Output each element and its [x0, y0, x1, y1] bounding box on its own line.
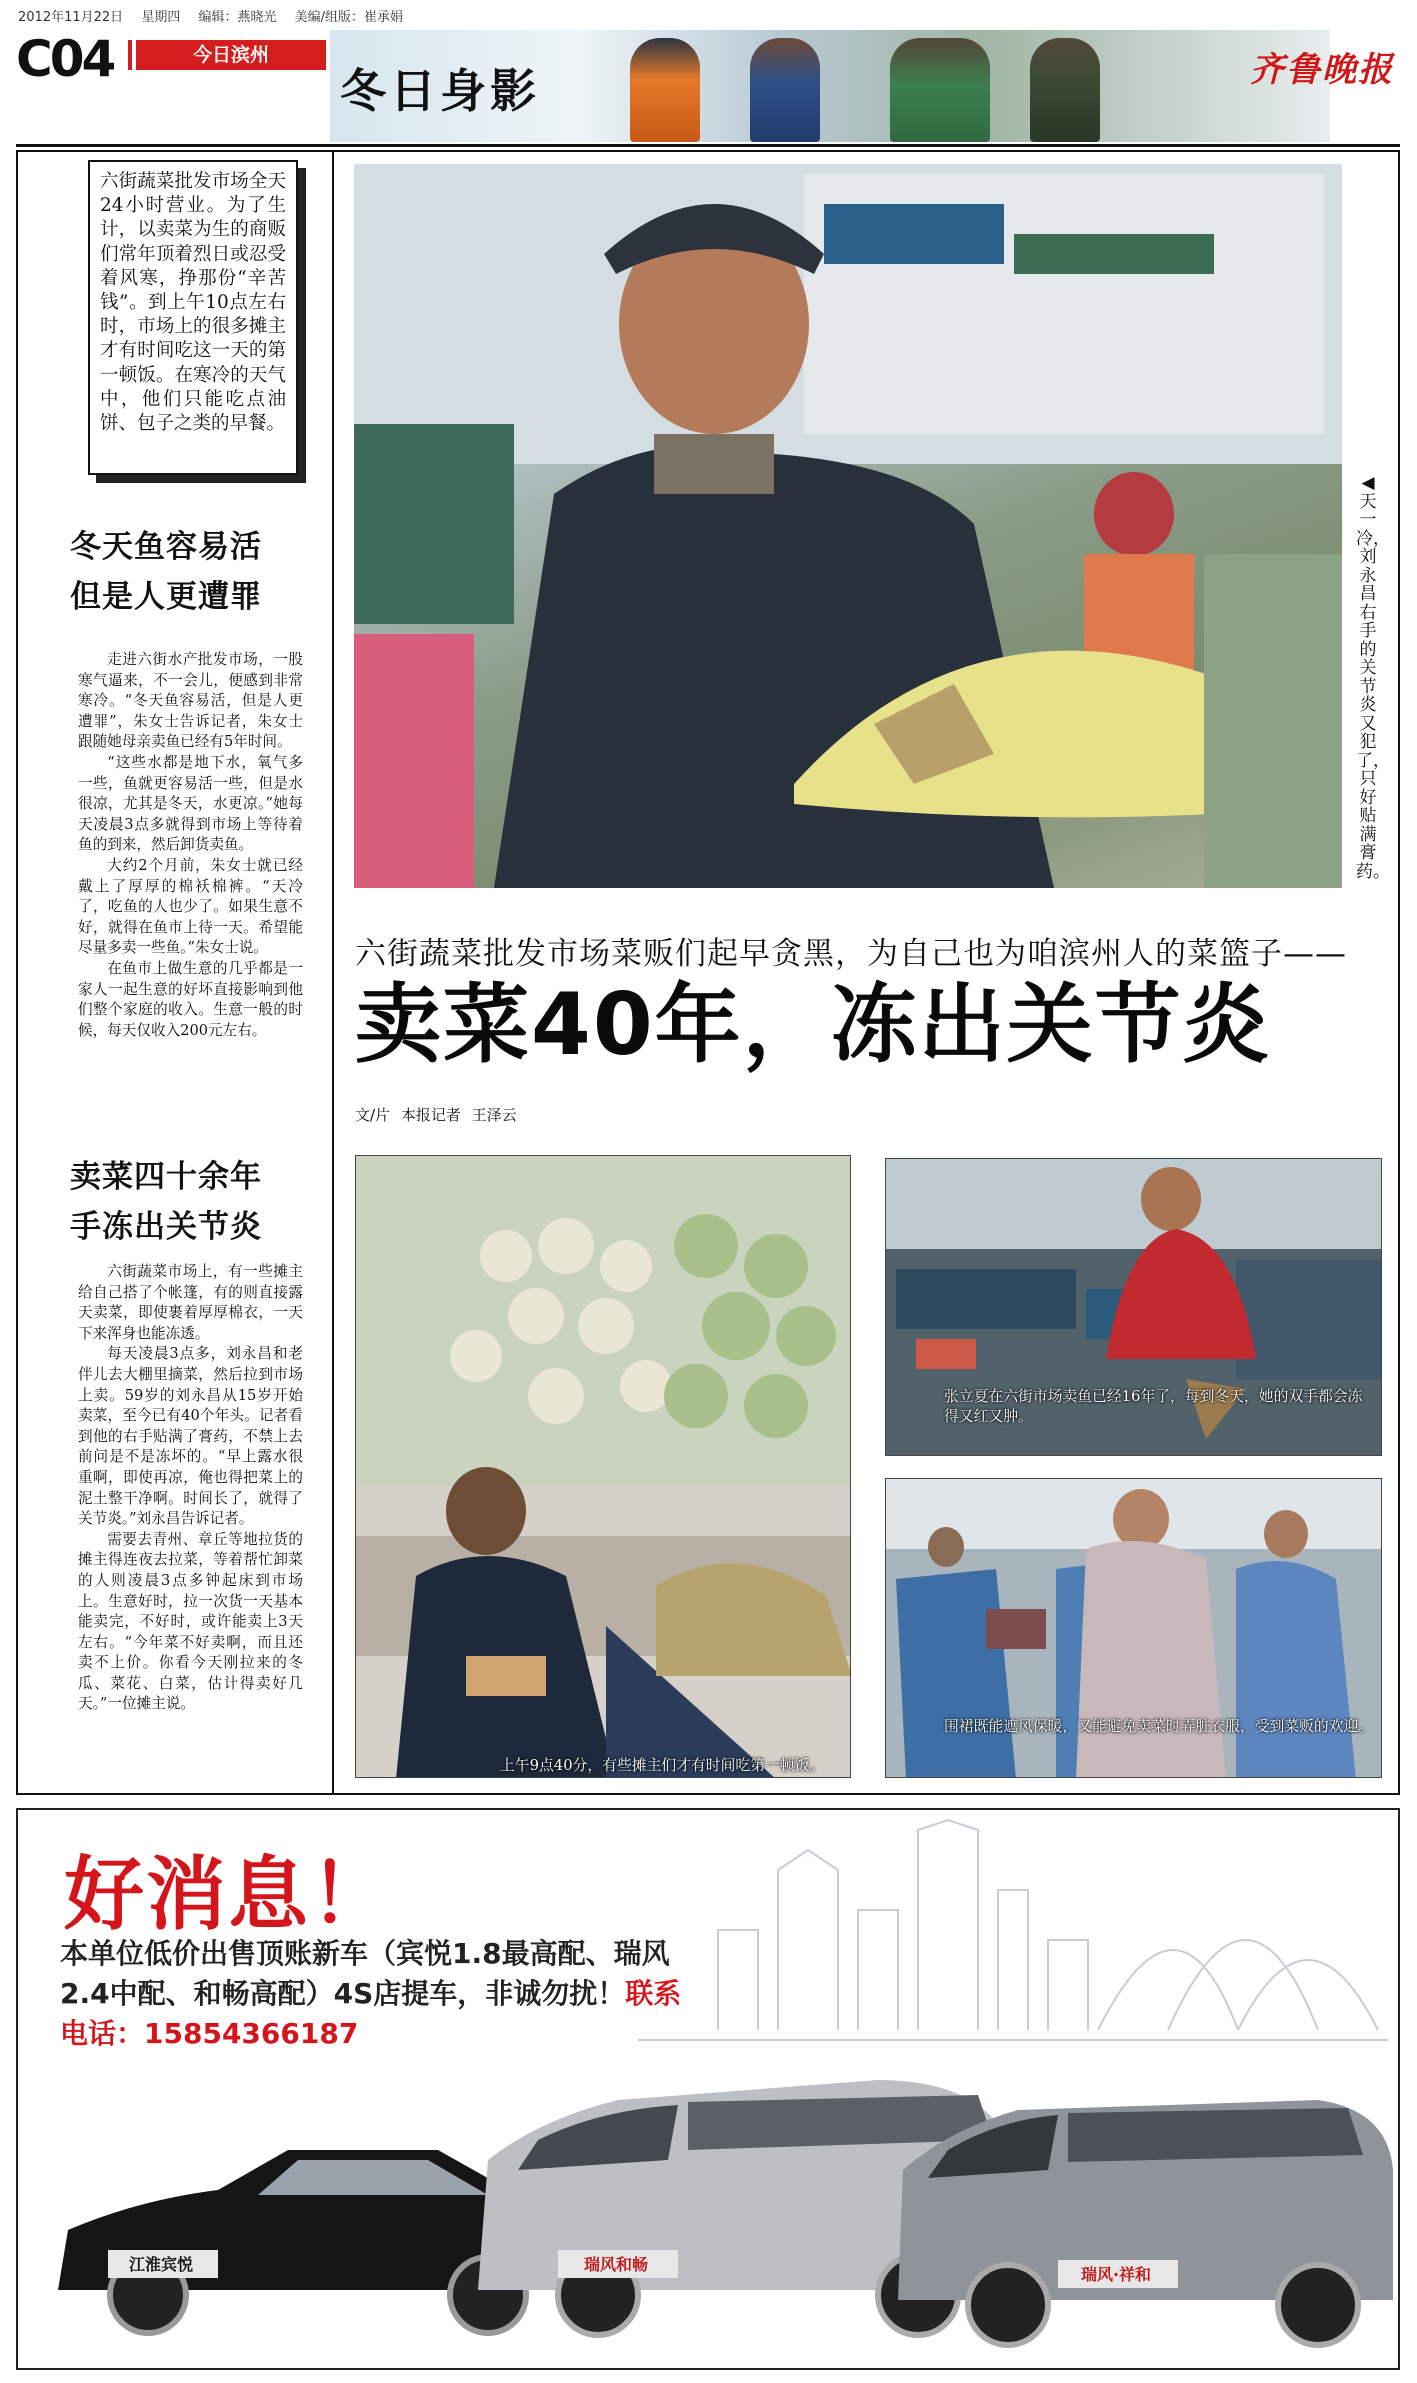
photo-caption-apron: 围裙既能遮风保暖，又能避免卖菜时弄脏衣服，受到菜贩的欢迎。 [944, 1718, 1374, 1735]
main-photo-illustration [354, 164, 1342, 888]
section2-body [78, 1262, 303, 1782]
paragraph: “这些水都是地下水，氧气多一些，鱼就更容易活一些，但是水很凉，尤其是冬天，水更凉。”她每天凌晨3点多就得到市场上等待着鱼的到来，然后卸货卖鱼。 [78, 753, 303, 854]
header-rule [16, 144, 1400, 147]
weekday: 星期四 [141, 10, 181, 25]
header-photo-person [1030, 38, 1100, 142]
car-plate: 瑞风·祥和 [1080, 2265, 1152, 2284]
header-photo-person [890, 38, 990, 142]
header-photo-person [750, 38, 820, 142]
paragraph: 每天凌晨3点多，刘永昌和老伴儿去大棚里摘菜，然后拉到市场上卖。59岁的刘永昌从15岁开始卖菜，至今已有40个年头。记者看到他的右手贴满了膏药，不禁上去前问是不是冻坏的。“早上露水很重啊，即使再凉，俺也得把菜上的泥土整干净啊。时间长了，就得了关节炎。”刘永昌告诉记者。 [78, 1345, 303, 1528]
date: 2012年11月22日 [18, 10, 124, 25]
photo-caption-eating: 上午9点40分，有些摊主们才有时间吃第一顿饭。 [500, 1757, 825, 1774]
page-meta [18, 6, 417, 25]
masthead-logo: 齐鲁晚报 [1250, 50, 1394, 90]
header-photo-person [630, 38, 700, 142]
article-subtitle: 六街蔬菜批发市场菜贩们起早贪黑，为自己也为咱滨州人的菜篮子—— [355, 936, 1347, 972]
main-photo-caption: ◀天一冷，刘永昌右手的关节炎又犯了，只好贴满膏药。 [1356, 473, 1390, 882]
section1-body [78, 650, 303, 1130]
ad-phone-number: 15854366187 [144, 2017, 359, 2050]
section1-heading-line2: 但是人更遭罪 [70, 579, 262, 615]
intro-box: 六街蔬菜批发市场全天24小时营业。为了生计，以卖菜为生的商贩们常年顶着烈日或忍受着风寒，挣那份“辛苦钱”。到上午10点左右时，市场上的很多摊主才有时间吃这一天的第一顿饭。在寒冷的天气中，他们只能吃点油饼、包子之类的早餐。 [88, 160, 298, 475]
photo-fish-vendor [885, 1158, 1382, 1456]
car-mpv-grey [898, 2100, 1393, 2345]
section1-heading-line1: 冬天鱼容易活 [70, 529, 262, 565]
page-number: C04 [16, 30, 114, 88]
paragraph: 在鱼市上做生意的几乎都是一家人一起生意的好坏直接影响到他们整个家庭的收入。生意一般的时候，每天仅收入200元左右。 [78, 959, 303, 1039]
photo-aprons [885, 1478, 1382, 1778]
ad-body [60, 1934, 696, 2054]
main-photo [354, 164, 1342, 888]
photo-illustration [356, 1156, 851, 1778]
section2-heading-line2: 手冻出关节炎 [70, 1209, 262, 1245]
ad-title: 好消息！ [64, 1847, 392, 1941]
section1-heading [70, 522, 320, 622]
designer: 美编/组版：崔承娟 [294, 10, 404, 25]
article-headline: 卖菜40年，冻出关节炎 [355, 975, 1271, 1075]
editor: 编辑：燕晓光 [198, 10, 277, 25]
column-title: 冬日身影 [340, 64, 540, 118]
section2-heading [70, 1152, 320, 1252]
photo-caption-fish: 张立夏在六街市场卖鱼已经16年了，每到冬天，她的双手都会冻得又红又肿。 [944, 1388, 1363, 1425]
section2-heading-line1: 卖菜四十余年 [70, 1159, 262, 1195]
paragraph: 大约2个月前，朱女士就已经戴上了厚厚的棉袄棉裤。“天冷了，吃鱼的人也少了。如果生意不好，就得在鱼市上待一天。希望能尽量多卖一些鱼。”朱女士说。 [78, 856, 303, 957]
car-plate: 瑞风和畅 [583, 2255, 648, 2274]
paragraph: 六街蔬菜市场上，有一些摊主给自己搭了个帐篷，有的则直接露天卖菜，即使裹着厚厚棉衣，一天下来浑身也能冻透。 [78, 1263, 303, 1342]
paragraph: 需要去青州、章丘等地拉货的摊主得连夜去拉菜，等着帮忙卸菜的人则凌晨3点多钟起床到市场上。生意好时，拉一次货一天基本能卖完，不好时，或许能卖上3天左右。“今年菜不好卖啊，而且还卖不上价。你看今天刚拉来的冬瓜、菜花、白菜，估计得卖好几天。”一位摊主说。 [78, 1530, 303, 1713]
byline: 文/片 本报记者 王泽云 [355, 1106, 517, 1124]
ad-description: 本单位低价出售顶账新车（宾悦1.8最高配、瑞风2.4中配、和畅高配）4S店提车，非诚勿扰！ [60, 1937, 670, 2010]
column-divider [332, 152, 334, 1793]
ad-phone-label: 联系电话： [60, 1977, 682, 2050]
car-plate: 江淮宾悦 [128, 2255, 193, 2274]
photo-vendor-eating [355, 1155, 851, 1778]
paragraph: 走进六街水产批发市场，一股寒气逼来，不一会儿，便感到非常寒冷。“冬天鱼容易活，但是人更遭罪”，朱女士告诉记者，朱女士跟随她母亲卖鱼已经有5年时间。 [78, 651, 303, 751]
section-tag: 今日滨州 [136, 40, 326, 70]
